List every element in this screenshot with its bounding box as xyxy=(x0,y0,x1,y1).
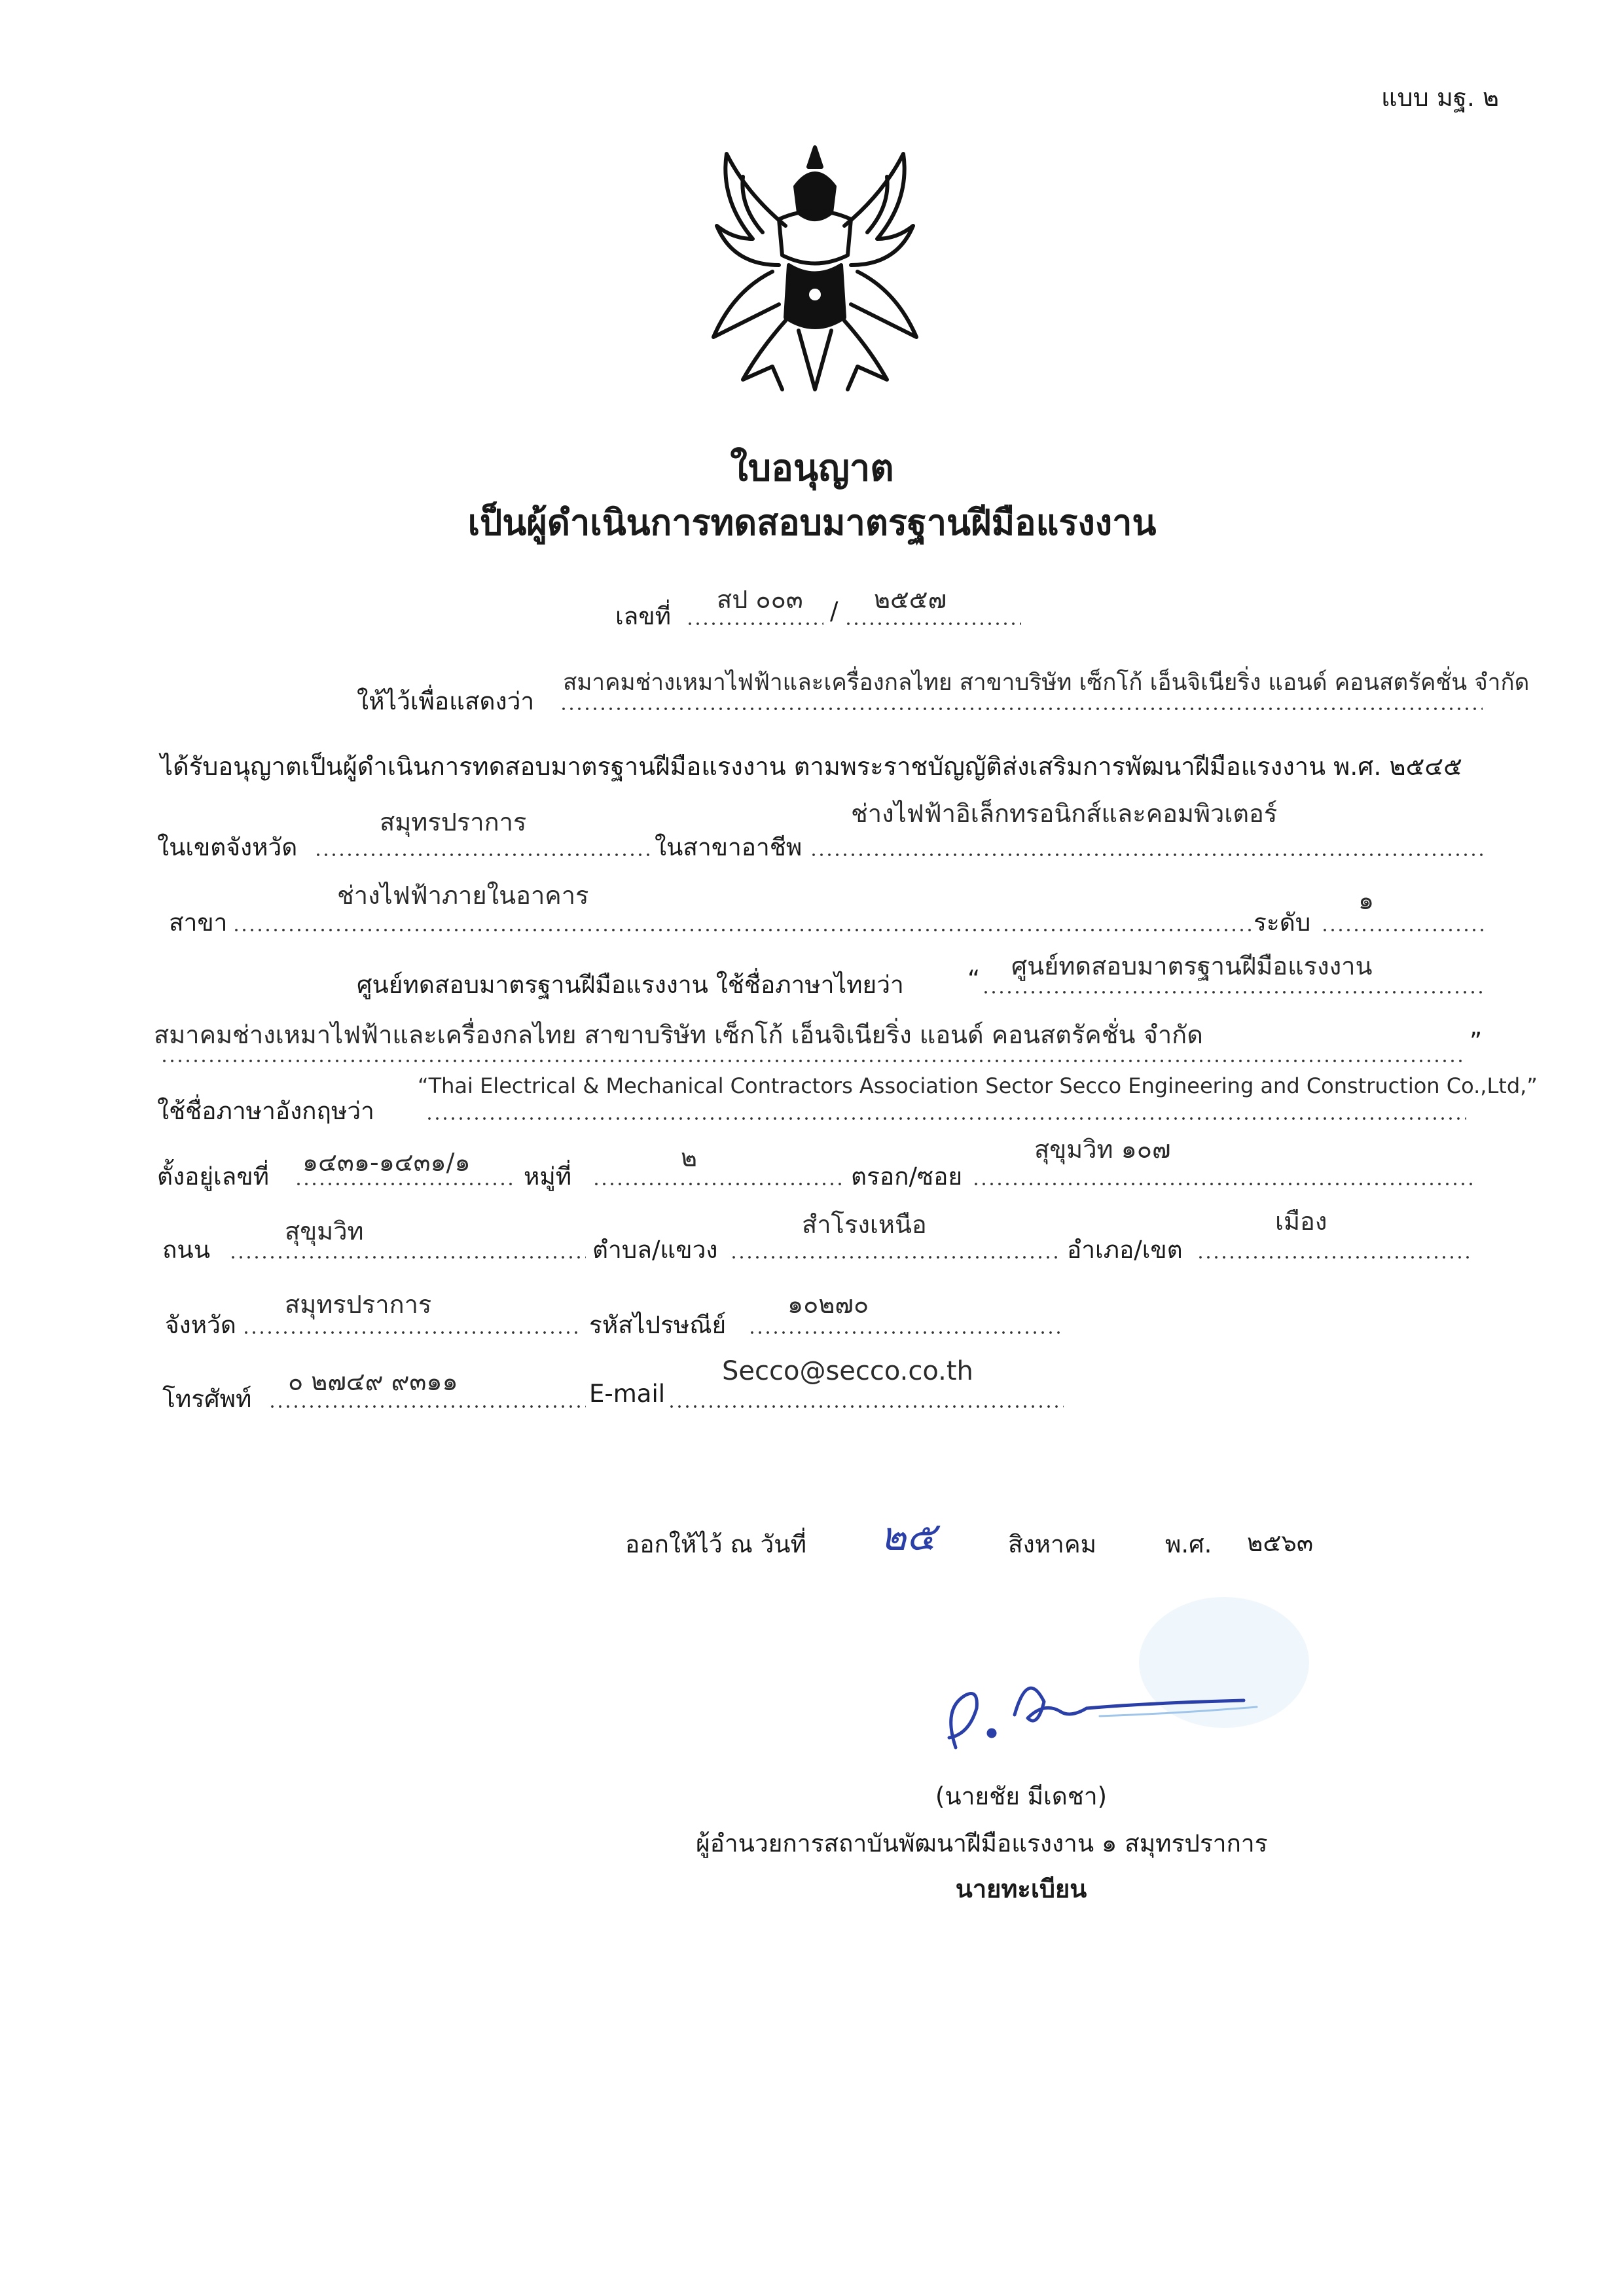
license-number: สป ๐๐๓ xyxy=(717,585,803,614)
address-phone-dots xyxy=(268,1405,586,1408)
occupation-dots xyxy=(810,853,1484,857)
address-district: เมือง xyxy=(1275,1207,1327,1236)
center-thai-value-line1: ศูนย์ทดสอบมาตรฐานฝีมือแรงงาน xyxy=(1011,952,1373,980)
province-dots xyxy=(314,853,651,857)
page-title: ใบอนุญาต xyxy=(730,447,894,490)
page-subtitle: เป็นผู้ดำเนินการทดสอบมาตรฐานฝีมือแรงงาน xyxy=(467,502,1157,543)
address-moo-dots xyxy=(592,1182,844,1186)
address-road-dots xyxy=(229,1255,586,1259)
center-thai-value-line2: สมาคมช่างเหมาไฟฟ้าและเครื่องกลไทย สาขาบริษัท เซ็กโก้ เอ็นจิเนียริ่ง แอนด์ คอนสตรัคชั่น จำกัด xyxy=(154,1020,1203,1049)
address-number: ๑๔๓๑-๑๔๓๑/๑ xyxy=(302,1148,471,1177)
level-label: ระดับ xyxy=(1254,908,1311,937)
address-province: สมุทรปราการ xyxy=(285,1290,432,1319)
address-road: สุขุมวิท xyxy=(285,1217,364,1246)
address-district-label: อำเภอ/เขต xyxy=(1067,1236,1183,1264)
address-postcode: ๑๐๒๗๐ xyxy=(787,1290,869,1319)
address-soi-label: ตรอก/ซอย xyxy=(851,1162,963,1191)
issued-label: ออกให้ไว้ ณ วันที่ xyxy=(625,1530,806,1558)
address-email: Secco@secco.co.th xyxy=(722,1356,973,1386)
grantee-dots xyxy=(560,707,1483,711)
occupation-label: ในสาขาอาชีพ xyxy=(655,833,803,861)
authorization-text: ได้รับอนุญาตเป็นผู้ดำเนินการทดสอบมาตรฐานฝีมือแรงงาน ตามพระราชบัญญัติส่งเสริมการพัฒนาฝีมือแรงงาน พ.ศ. ๒๕๔๕ xyxy=(160,752,1462,781)
address-soi-dots xyxy=(972,1182,1476,1186)
address-district-dots xyxy=(1197,1255,1473,1259)
address-road-label: ถนน xyxy=(162,1236,210,1264)
address-number-dots xyxy=(295,1182,514,1186)
signer-position: ผู้อำนวยการสถาบันพัฒนาฝีมือแรงงาน ๑ สมุทรปราการ xyxy=(696,1829,1268,1857)
address-email-label: E-mail xyxy=(589,1380,666,1408)
signer-role: นายทะเบียน xyxy=(955,1874,1087,1903)
province-value: สมุทรปราการ xyxy=(380,808,527,836)
form-code: แบบ มฐ. ๒ xyxy=(1381,83,1500,112)
address-moo-label: หมู่ที่ xyxy=(524,1162,572,1191)
center-thai-dots-2 xyxy=(160,1059,1466,1063)
address-soi: สุขุมวิท ๑๐๗ xyxy=(1034,1135,1171,1164)
issued-year: ๒๕๖๓ xyxy=(1247,1529,1314,1557)
address-number-label: ตั้งอยู่เลขที่ xyxy=(157,1162,269,1191)
license-label: เลขที่ xyxy=(615,602,672,630)
address-subdistrict-label: ตำบล/แขวง xyxy=(592,1236,718,1264)
center-english-value: “Thai Electrical & Mechanical Contractors Association Sector Secco Engineering and Construction Co.,Ltd,” xyxy=(418,1073,1538,1098)
center-thai-close-quote: ” xyxy=(1470,1028,1483,1056)
branch-value: ช่างไฟฟ้าภายในอาคาร xyxy=(337,881,589,910)
occupation-value: ช่างไฟฟ้าอิเล็กทรอนิกส์และคอมพิวเตอร์ xyxy=(851,799,1278,828)
address-phone: ๐ ๒๗๔๙ ๙๓๑๑ xyxy=(288,1367,458,1396)
center-thai-open-quote: “ xyxy=(967,965,981,994)
grantee-label: ให้ไว้เพื่อแสดงว่า xyxy=(357,687,535,715)
center-english-dots xyxy=(425,1117,1466,1121)
signature-icon xyxy=(929,1656,1296,1761)
address-postcode-label: รหัสไปรษณีย์ xyxy=(589,1311,727,1339)
address-subdistrict-dots xyxy=(730,1255,1060,1259)
province-label: ในเขตจังหวัด xyxy=(157,833,298,861)
branch-label: สาขา xyxy=(169,908,228,937)
address-phone-label: โทรศัพท์ xyxy=(162,1385,252,1413)
level-dots xyxy=(1321,928,1483,932)
issued-month: สิงหาคม xyxy=(1008,1530,1096,1558)
address-province-dots xyxy=(242,1331,583,1335)
address-moo: ๒ xyxy=(681,1143,698,1172)
license-year-dots xyxy=(844,622,1021,626)
license-year: ๒๕๕๗ xyxy=(874,585,947,614)
center-thai-dots-1 xyxy=(982,990,1483,994)
signer-name: (นายชัย มีเดชา) xyxy=(935,1782,1108,1810)
center-english-label: ใช้ชื่อภาษาอังกฤษว่า xyxy=(157,1097,374,1125)
license-separator: / xyxy=(830,597,839,625)
license-number-dots xyxy=(686,622,823,626)
issued-year-label: พ.ศ. xyxy=(1165,1530,1212,1558)
level-value: ๑ xyxy=(1358,886,1375,915)
grantee-value: สมาคมช่างเหมาไฟฟ้าและเครื่องกลไทย สาขาบริษัท เซ็กโก้ เอ็นจิเนียริ่ง แอนด์ คอนสตรัคชั่น จำกัด xyxy=(563,670,1530,696)
center-thai-label: ศูนย์ทดสอบมาตรฐานฝีมือแรงงาน ใช้ชื่อภาษาไทยว่า xyxy=(357,971,904,999)
address-province-label: จังหวัด xyxy=(165,1311,236,1339)
address-subdistrict: สำโรงเหนือ xyxy=(802,1210,927,1239)
garuda-emblem-icon xyxy=(681,141,956,403)
address-email-dots xyxy=(668,1405,1064,1408)
issued-day: ๒๕ xyxy=(880,1514,936,1560)
branch-dots xyxy=(232,928,1254,932)
address-postcode-dots xyxy=(748,1331,1062,1335)
